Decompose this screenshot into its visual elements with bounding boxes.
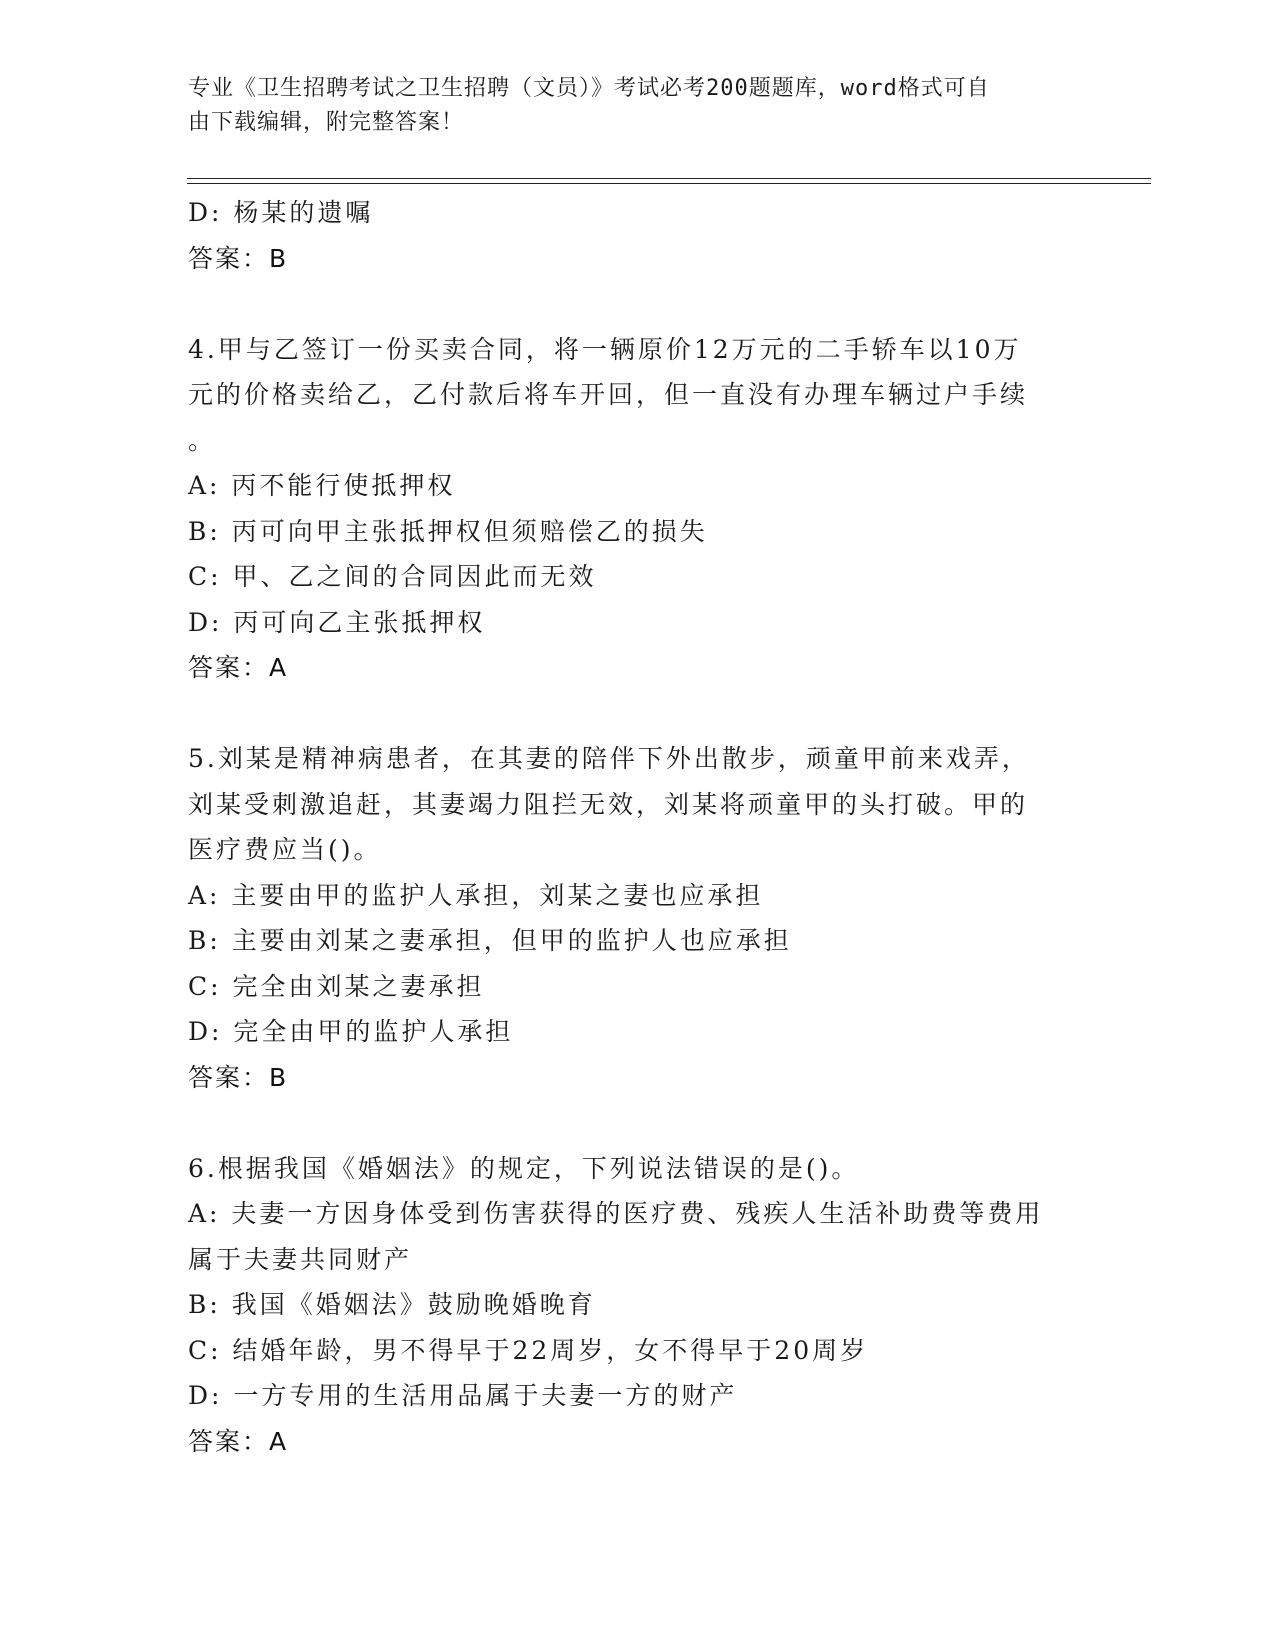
question-4-stem-line-1: 4.甲与乙签订一份买卖合同，将一辆原价12万元的二手轿车以10万: [188, 334, 1022, 364]
question-4-option-d: D: 丙可向乙主张抵押权: [188, 607, 486, 637]
question-4-option-c: C: 甲、乙之间的合同因此而无效: [188, 562, 597, 591]
question-5-stem-line-1: 5.刘某是精神病患者，在其妻的陪伴下外出散步，顽童甲前来戏弄，: [188, 744, 1030, 773]
header-rule-bottom: [187, 183, 1151, 184]
question-5-stem-line-2: 刘某受刺激追赶，其妻竭力阻拦无效，刘某将顽童甲的头打破。甲的: [188, 789, 1029, 819]
question-4-stem-line-3: 。: [188, 425, 217, 455]
spacer: [188, 691, 1068, 737]
question-5-answer: 答案：B: [188, 1062, 289, 1092]
question-6-option-a-line-2: 属于夫妻共同财产: [188, 1244, 413, 1274]
document-header: [188, 72, 1068, 140]
header-line-1: 专业《卫生招聘考试之卫生招聘（文员）》考试必考200题题库，word格式可自: [188, 76, 990, 101]
question-6-stem-line-1: 6.根据我国《婚姻法》的规定，下列说法错误的是()。: [188, 1153, 860, 1183]
question-4-option-b: B: 丙可向甲主张抵押权但须赔偿乙的损失: [188, 516, 708, 546]
question-5: [188, 736, 1068, 1100]
question-5-option-c: C: 完全由刘某之妻承担: [188, 971, 485, 1001]
question-5-option-d: D: 完全由甲的监护人承担: [188, 1017, 514, 1046]
question-4-answer: 答案：A: [188, 653, 289, 682]
prev-question-answer: 答案：B: [188, 243, 289, 273]
question-content: [188, 190, 1068, 1464]
question-5-option-b: B: 主要由刘某之妻承担，但甲的监护人也应承担: [188, 926, 792, 955]
spacer: [188, 1100, 1068, 1146]
prev-question-option-d: D: 杨某的遗嘱: [188, 198, 374, 227]
question-4-option-a: A: 丙不能行使抵押权: [188, 471, 456, 500]
question-4-stem-line-2: 元的价格卖给乙，乙付款后将车开回，但一直没有办理车辆过户手续: [188, 380, 1029, 409]
question-6: [188, 1146, 1068, 1465]
header-rule-top: [187, 178, 1151, 179]
header-line-2: 由下载编辑，附完整答案！: [188, 110, 465, 135]
question-4: [188, 327, 1068, 691]
question-6-option-a-line-1: A: 夫妻一方因身体受到伤害获得的医疗费、残疾人生活补助费等费用: [188, 1199, 1044, 1228]
question-6-option-c: C: 结婚年龄，男不得早于22周岁，女不得早于20周岁: [188, 1335, 869, 1365]
question-5-stem-line-3: 医疗费应当()。: [188, 835, 382, 864]
question-6-answer: 答案：A: [188, 1426, 289, 1456]
question-6-option-d: D: 一方专用的生活用品属于夫妻一方的财产: [188, 1381, 738, 1410]
question-5-option-a: A: 主要由甲的监护人承担，刘某之妻也应承担: [188, 880, 764, 910]
spacer: [188, 281, 1068, 327]
question-6-option-b: B: 我国《婚姻法》鼓励晚婚晚育: [188, 1290, 596, 1319]
